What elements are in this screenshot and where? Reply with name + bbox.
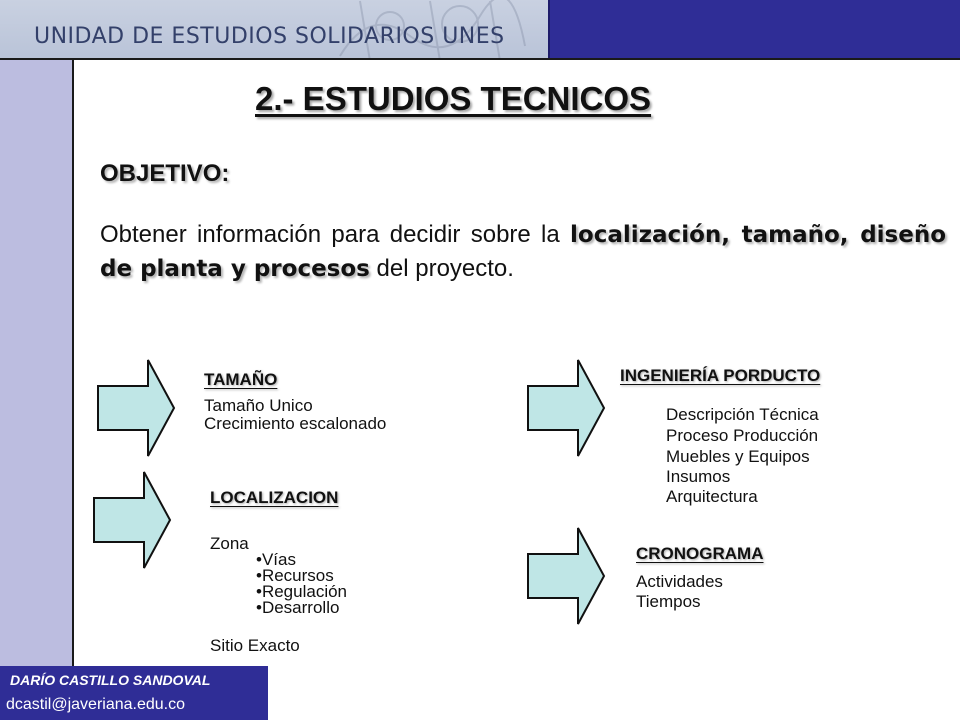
objective-suffix: del proyecto. (369, 255, 514, 282)
objective-paragraph (100, 218, 946, 286)
list-item: • Regulación (256, 584, 347, 600)
list-item: • Desarrollo (256, 600, 347, 616)
objective-prefix: Obtener información para decidir sobre la (100, 221, 571, 248)
localizacion-final-label: Sitio Exacto (210, 636, 300, 655)
tamano-line: Tamaño Unico (204, 396, 313, 415)
objective-heading: OBJETIVO: (100, 160, 230, 187)
localizacion-bullet-list (256, 552, 347, 616)
tamano-heading: TAMAÑO (204, 370, 278, 389)
right-arrow-icon (96, 358, 176, 458)
header-divider (0, 58, 960, 60)
right-arrow-icon (526, 358, 606, 458)
page-title: 2.- ESTUDIOS TECNICOS (255, 80, 652, 117)
right-arrow-icon (526, 526, 606, 626)
cronograma-line: Actividades (636, 572, 723, 591)
ingenieria-line: Descripción Técnica (666, 405, 819, 424)
header-banner (0, 0, 548, 60)
list-item: • Recursos (256, 568, 347, 584)
ingenieria-heading: INGENIERÍA PORDUCTO (620, 366, 821, 385)
author-box (0, 666, 268, 720)
banner-title: UNIDAD DE ESTUDIOS SOLIDARIOS UNES (34, 24, 505, 49)
ingenieria-line: Muebles y Equipos (666, 447, 810, 466)
author-name: DARÍO CASTILLO SANDOVAL (10, 672, 211, 688)
cronograma-heading: CRONOGRAMA (636, 544, 764, 563)
header-accent-block (548, 0, 960, 60)
localizacion-zone-label: Zona (210, 534, 249, 553)
right-arrow-icon (92, 470, 172, 570)
ingenieria-line: Arquitectura (666, 487, 758, 506)
ingenieria-line: Insumos (666, 467, 731, 486)
left-side-strip (0, 60, 74, 666)
tamano-line: Crecimiento escalonado (204, 414, 387, 433)
localizacion-heading: LOCALIZACION (210, 488, 339, 507)
cronograma-line: Tiempos (636, 592, 701, 611)
author-email: dcastil@javeriana.edu.co (6, 696, 186, 713)
ingenieria-line: Proceso Producción (666, 426, 819, 445)
list-item: • Vías (256, 552, 347, 568)
objective-highlight: localización, tamaño, diseño de planta y procesos (100, 222, 947, 282)
